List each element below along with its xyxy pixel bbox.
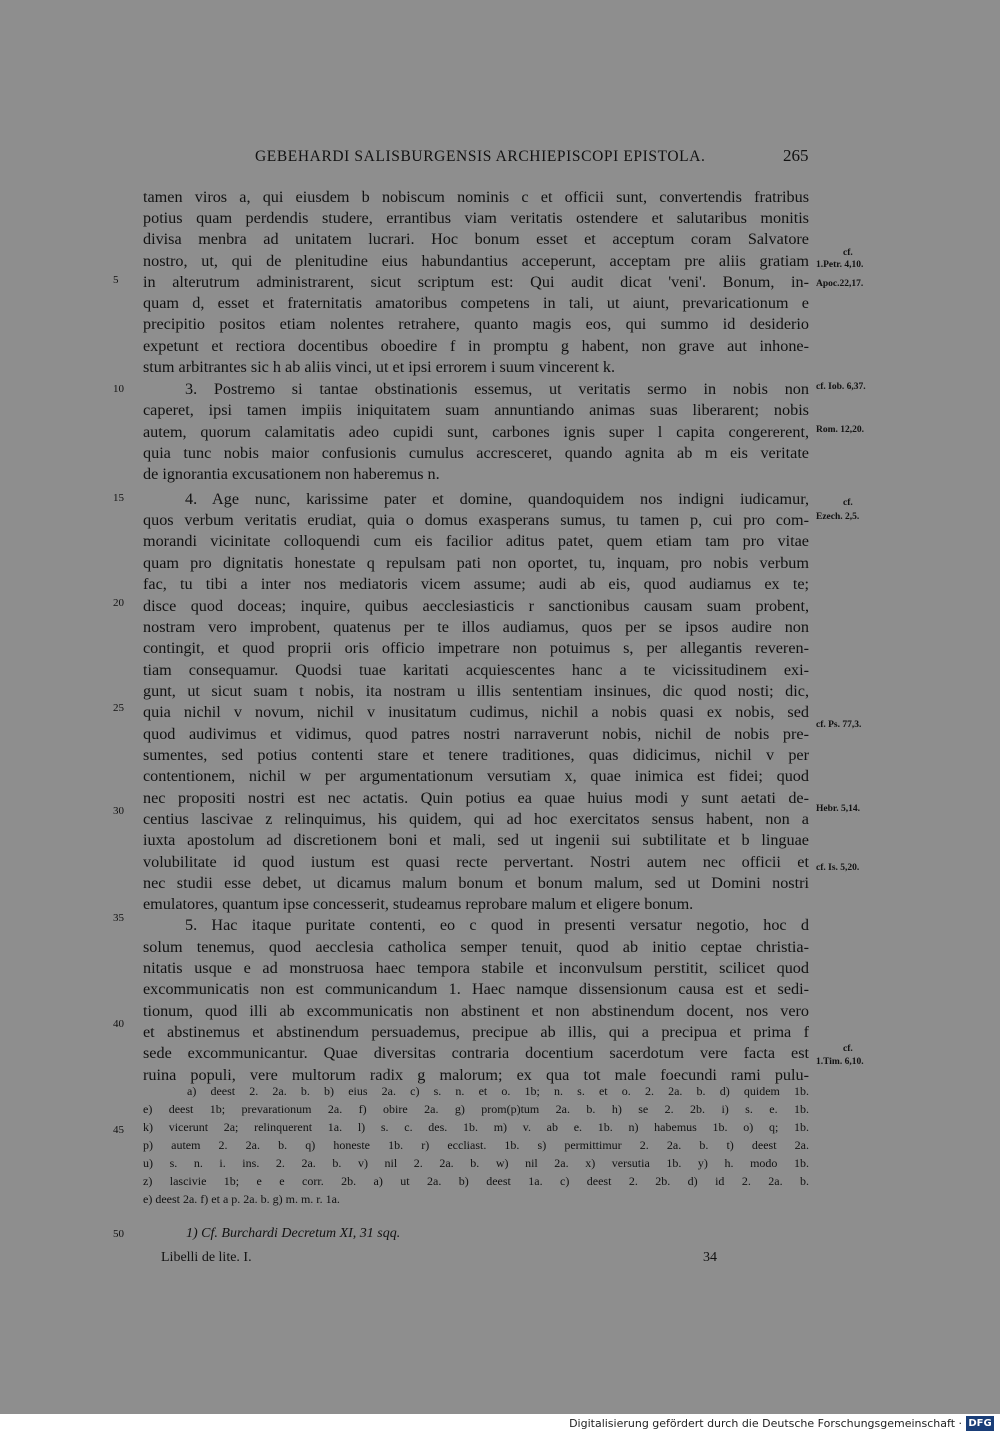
margin-reference: Apoc.22,17.	[816, 279, 864, 289]
apparatus-line: e) deest 2a. f) et a p. 2a. b. g) m. m. r. 1a.	[143, 1192, 340, 1206]
margin-reference: cf.	[843, 248, 853, 258]
apparatus-line: p) autem 2. 2a. b. q) honeste 1b. r) eccliast. 1b. s) permittimur 2. 2a. b. t) deest 2a.	[143, 1138, 809, 1152]
text-line: quod audivimus et vidimus, quod patres nostri narraverunt nobis, nichil de nobis pre-	[143, 725, 809, 743]
line-number: 45	[113, 1124, 124, 1136]
text-line: emulatores, quantum ipse concesserit, studeamus reprobare malum et eligere bonum.	[143, 895, 694, 913]
text-line: de ignorantia excusationem non haberemus n.	[143, 465, 440, 483]
text-line: caperet, ipsi tamen impiis iniquitatem suam annuntiando animas suas liberarent; nobis	[143, 401, 809, 419]
line-number: 20	[113, 597, 124, 609]
text-line: divisa menbra ad unitatem lucrari. Hoc bonum esset et acceptum coram Salvatore	[143, 230, 809, 248]
text-line: 5. Hac itaque puritate contenti, eo c quod in presenti versatur negotio, hoc d	[185, 916, 809, 934]
line-number: 30	[113, 805, 124, 817]
text-line: potius quam perdendis studere, errantibus viam veritatis ostendere et salutaribus monitis	[143, 209, 809, 227]
text-line: nostram vero improbent, quatenus per te illos audiamus, quos per se ipsos audire non	[143, 618, 809, 636]
line-number: 40	[113, 1018, 124, 1030]
footnote: 1) Cf. Burchardi Decretum XI, 31 sqq.	[186, 1226, 401, 1241]
text-line: iuxta apostolum ad discretionem boni et mali, sed ut ingenii sui subtilitate et b linguae	[143, 831, 809, 849]
margin-reference: 1.Tim. 6,10.	[816, 1057, 864, 1067]
text-line: quam pro dignitatis honestate q repulsam pati non oportet, tu, inquam, pro nobis verbum	[143, 554, 809, 572]
text-line: tamen viros a, qui eiusdem b nobiscum nominis c et officii sunt, convertendis fratribus	[143, 188, 809, 206]
text-line: 4. Age nunc, karissime pater et domine, quandoquidem nos indigni iudicamur,	[185, 490, 809, 508]
line-number: 15	[113, 492, 124, 504]
margin-reference: cf. Iob. 6,37.	[816, 382, 866, 392]
dfg-logo[interactable]: DFG	[966, 1416, 994, 1431]
text-line: nec propositi nostri est nec actatis. Quin potius ea quae huius modi y sunt aetati de-	[143, 789, 809, 807]
line-number: 10	[113, 383, 124, 395]
text-line: autem, quorum calamitatis adeo cupidi sunt, carbones ignis super l capita congererent,	[143, 423, 809, 441]
margin-reference: Hebr. 5,14.	[816, 804, 860, 814]
funding-bar	[0, 1414, 1000, 1434]
text-line: contentionem, nichil w per argumentationum versutiam x, quae inimica est fidei; quod	[143, 767, 809, 785]
apparatus-line: u) s. n. i. ins. 2. 2a. b. v) nil 2. 2a. b. w) nil 2a. x) versutia 1b. y) h. modo 1b.	[143, 1156, 809, 1170]
text-line: disce quod doceas; inquire, quibus aecclesiasticis r sanctionibus causam suam probent,	[143, 597, 809, 615]
text-line: centius lascivae z relinquimus, his quidem, qui ad hoc exercitatos sensus habent, non a	[143, 810, 809, 828]
margin-reference: cf.	[843, 1044, 853, 1054]
margin-reference: 1.Petr. 4,10.	[816, 260, 864, 270]
text-line: precipitio positos etiam nolentes retrahere, quanto magis eos, qui summo id desiderio	[143, 315, 809, 333]
margin-reference: Rom. 12,20.	[816, 425, 865, 435]
text-line: quia nichil v novum, nichil v inusitatum cudimus, nichil a nobis quasi ex nobis, sed	[143, 703, 809, 721]
text-line: quam d, esset et fraternitatis amatoribus competens in tali, ut aiunt, prevaricationum e	[143, 294, 809, 312]
text-line: quia tunc nobis maior confusionis cumulus accresceret, quando agnita ab m eis veritate	[143, 444, 809, 462]
apparatus-line: a) deest 2. 2a. b. b) eius 2a. c) s. n. et o. 1b; n. s. et o. 2. 2a. b. d) quidem 1b.	[187, 1084, 809, 1098]
text-line: nec studii esse debet, ut dicamus malum bonum et bonum malum, sed ut Domini nostri	[143, 874, 809, 892]
text-line: gunt, ut sicut suam t nobis, ita nostram u illis sententiam insinues, dic quod nosti; dic,	[143, 682, 809, 700]
line-number: 35	[113, 912, 124, 924]
text-line: in alterutrum administrarent, sicut scriptum est: Qui audit dicat 'veni'. Bonum, in-	[143, 273, 809, 291]
margin-reference: cf. Ps. 77,3.	[816, 720, 862, 730]
text-line: 3. Postremo si tantae obstinationis essemus, ut veritatis sermo in nobis non	[185, 380, 809, 398]
text-line: tiam consequamur. Quodsi tuae karitati acquiescentes hanc a te vicissitudinem exi-	[143, 661, 809, 679]
text-line: sede excommunicantur. Quae diversitas contraria docentium sacerdotum vere facta est	[143, 1044, 809, 1062]
line-number: 50	[113, 1228, 124, 1240]
text-line: tionum, quod illi ab excommunicatis non abstinent et non abstinendum docent, nos vero	[143, 1002, 809, 1020]
series-title: Libelli de lite. I.	[161, 1250, 252, 1265]
funding-text: Digitalisierung gefördert durch die Deutsche Forschungsgemeinschaft ·	[569, 1417, 962, 1430]
text-line: sumentes, sed potius contenti stare et tenere traditiones, quas didicimus, nichil v per	[143, 746, 809, 764]
apparatus-line: e) deest 1b; prevarationum 2a. f) obire 2a. g) prom(p)tum 2a. b. h) se 2. 2b. i) s. e. 1b.	[143, 1102, 809, 1116]
text-line: solum tenemus, quod aecclesia catholica semper tenuit, quod ab initio ceptae christia-	[143, 938, 809, 956]
text-line: morandi vicinitate colloquendi cum eis facilior aditus patet, quem etiam tam pro vitae	[143, 532, 809, 550]
text-line: contingit, et quod proprii oris officio impetrare non potuimus s, per allegantis reveren-	[143, 639, 809, 657]
line-number: 25	[113, 702, 124, 714]
text-line: ruina populi, vere multorum radix g malorum; ex qua tot male foecundi rami pulu-	[143, 1066, 809, 1084]
margin-reference: Ezech. 2,5.	[816, 512, 860, 522]
text-line: stum arbitrantes sic h ab aliis vinci, ut et ipsi errorem i suum vincerent k.	[143, 358, 616, 376]
text-line: fac, tu tibi a inter nos mediatoris vicem assume; audi ab eis, quod audiamus ex te;	[143, 575, 809, 593]
text-line: et abstinemus et abstinendum persuademus, precipue ab illis, qui a precipua et prima f	[143, 1023, 809, 1041]
text-line: excommunicatis non est communicandum 1. Haec namque dissensionum causa est et sedi-	[143, 980, 809, 998]
signature-mark: 34	[703, 1250, 717, 1265]
line-number: 5	[113, 274, 119, 286]
page-number: 265	[783, 146, 809, 165]
margin-reference: cf.	[843, 498, 853, 508]
apparatus-line: k) vicerunt 2a; relinquerent 1a. l) s. c. des. 1b. m) v. ab e. 1b. n) habemus 1b. o) q; 1b.	[143, 1120, 809, 1134]
running-header-title: GEBEHARDI SALISBURGENSIS ARCHIEPISCOPI EPISTOLA.	[255, 148, 706, 165]
apparatus-line: z) lascivie 1b; e e corr. 2b. a) ut 2a. b) deest 1a. c) deest 2. 2b. d) id 2. 2a. b.	[143, 1174, 809, 1188]
text-line: expetunt et rectiora docentibus oboedire f in promptu g habent, non grave aut inhone-	[143, 337, 809, 355]
text-line: volubilitate id quod iustum est quasi recte pervertant. Nostri autem nec officii et	[143, 853, 809, 871]
text-line: quos verbum veritatis erudiat, quia o domus exasperans sumus, tu tamen p, cui pro com-	[143, 511, 809, 529]
text-line: nostro, ut, qui de plenitudine eius habundantius acceperunt, acceptam pre aliis gratiam	[143, 252, 809, 270]
text-line: nitatis usque e ad monstruosa haec tempora stabile et inconvulsum perstitit, scilicet quod	[143, 959, 809, 977]
margin-reference: cf. Is. 5,20.	[816, 863, 860, 873]
